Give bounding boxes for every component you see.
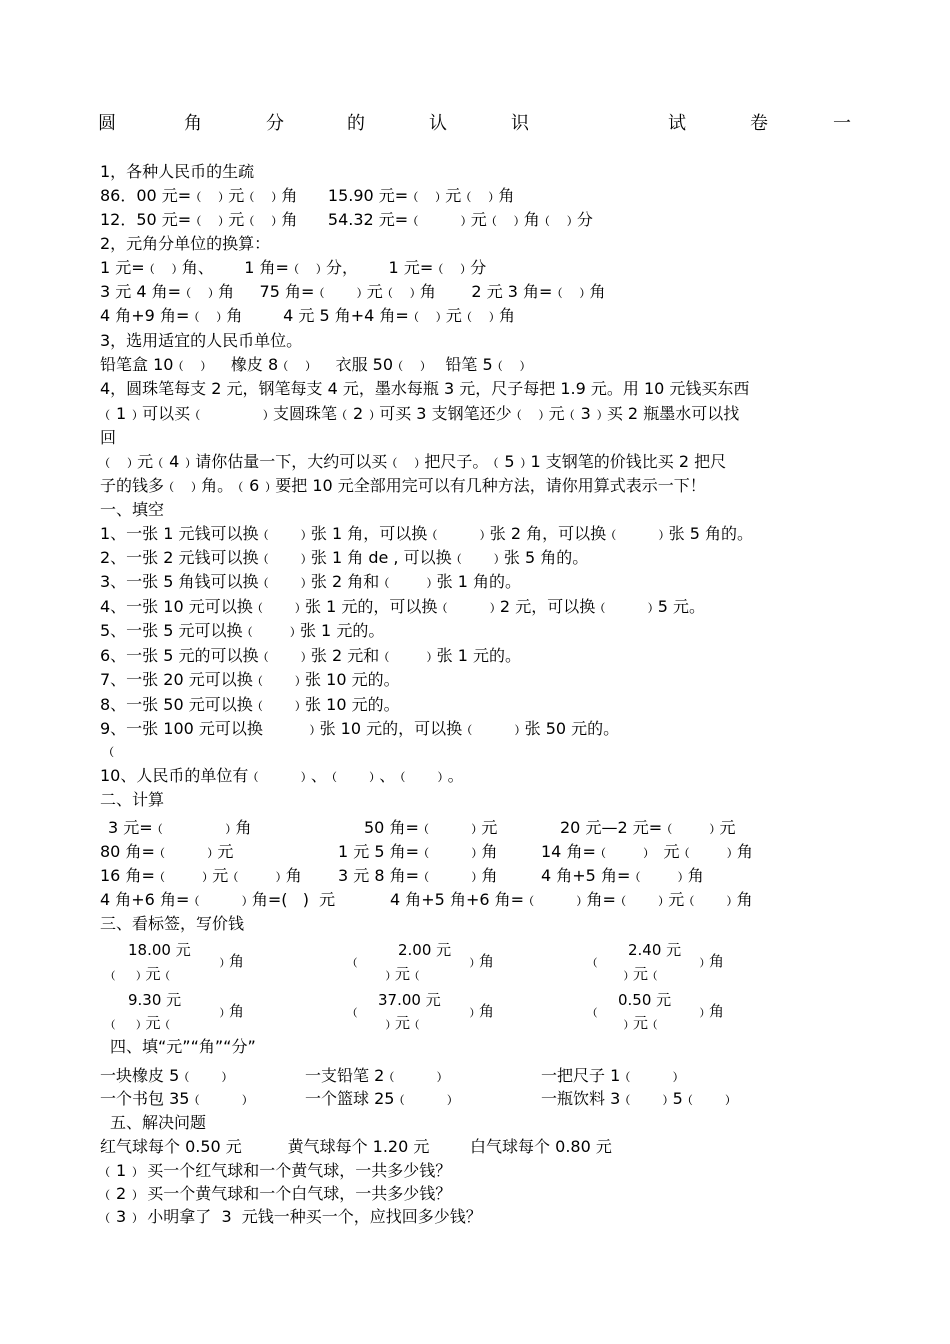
question-4-line: 回 (100, 428, 117, 447)
price-tag-value: 2.40 元 (628, 941, 682, 959)
unit-item: 一支铅笔 2﹙ ﹚ (305, 1066, 447, 1085)
question-3-heading: 3，选用适宜的人民币单位。 (100, 331, 303, 350)
price-tag-jiao: ﹚角 (694, 1002, 725, 1020)
fill-item: 3、一张 5 角钱可以换﹙ ﹚张 2 角和﹙ ﹚张 1 角的。 (100, 572, 522, 591)
price-tag-lparen: ﹙ (348, 952, 364, 970)
price-tag-yuan: ﹚元﹙ (618, 1014, 664, 1032)
question-2-line: 3 元 4 角=﹙ ﹚角 75 角=﹙ ﹚元﹙ ﹚角 2 元 3 角=﹙ ﹚角 (100, 282, 606, 301)
page-title (98, 113, 858, 137)
title-char: 圆 (98, 113, 116, 134)
title-char: 分 (266, 113, 284, 134)
price-tag-value: 0.50 元 (618, 991, 672, 1009)
title-char: 一 (833, 113, 851, 134)
question-1-heading: 1，各种人民币的生疏 (100, 162, 255, 181)
price-tag-value: 2.00 元 (398, 941, 452, 959)
title-char: 卷 (750, 113, 768, 134)
question-1-line: 12．50 元=﹙ ﹚元﹙ ﹚角 54.32 元=﹙ ﹚元﹙ ﹚角﹙ ﹚分 (100, 210, 593, 229)
price-tag-jiao: ﹚角 (694, 952, 725, 970)
price-tag-value: 18.00 元 (128, 941, 191, 959)
fill-item: 8、一张 50 元可以换﹙ ﹚张 10 元的。 (100, 695, 400, 714)
question-2-line: 4 角+9 角=﹙ ﹚角 4 元 5 角+4 角=﹙ ﹚元﹙ ﹚角 (100, 306, 515, 325)
price-tag-jiao: ﹚角 (464, 1002, 495, 1020)
calc-item: 16 角=﹙ ﹚元﹙ ﹚角 (100, 866, 302, 885)
fill-item: 5、一张 5 元可以换﹙ ﹚张 1 元的。 (100, 621, 385, 640)
unit-item: 一块橡皮 5﹙ ﹚ (100, 1066, 232, 1085)
price-tag-jiao: ﹚角 (214, 952, 245, 970)
unit-item: 一把尺子 1﹙ ﹚ (541, 1066, 683, 1085)
price-tag-value: 9.30 元 (128, 991, 182, 1009)
calc-item: 1 元 5 角=﹙ ﹚角 (338, 842, 498, 861)
price-tag-yuan: ﹚元﹙ (618, 965, 664, 983)
price-tag-lparen: ﹙ (588, 952, 604, 970)
fill-item: 7、一张 20 元可以换﹙ ﹚张 10 元的。 (100, 670, 400, 689)
question-4-line: ﹙1﹚可以买﹙ ﹚支圆珠笔﹙2﹚可买 3 支钢笔还少﹙ ﹚元﹙3﹚买 2 瓶墨水可以找 (100, 404, 740, 423)
question-4-line: ﹙ ﹚元﹙4﹚请你估量一下，大约可以买﹙ ﹚把尺子。﹙5﹚1 支钢笔的价钱比买 2 把尺 (100, 452, 727, 471)
section-tags-heading: 三、看标签，写价钱 (100, 914, 245, 933)
price-tag-value: 37.00 元 (378, 991, 441, 1009)
question-3-line: 铅笔盒 10﹙ ﹚ 橡皮 8﹙ ﹚ 衣服 50﹙ ﹚ 铅笔 5﹙ ﹚ (100, 355, 530, 374)
title-char: 角 (184, 113, 202, 134)
fill-item: 4、一张 10 元可以换﹙ ﹚张 1 元的，可以换﹙ ﹚2 元，可以换﹙ ﹚5 元。 (100, 597, 705, 616)
section-calc-heading: 二、计算 (100, 790, 165, 809)
fill-item-paren: ﹙ (104, 741, 121, 760)
title-char: 认 (429, 113, 447, 134)
price-tag-yuan: ﹙ ﹚元﹙ (106, 1014, 176, 1032)
problem-item: ﹙3﹚ 小明拿了 3 元钱一种买一个，应找回多少钱？ (100, 1207, 482, 1226)
calc-item: 80 角=﹙ ﹚元 (100, 842, 234, 861)
calc-item: 3 元=﹙ ﹚角 (108, 818, 252, 837)
fill-item: 1、一张 1 元钱可以换﹙ ﹚张 1 角，可以换﹙ ﹚张 2 角，可以换﹙ ﹚张 5 角的。 (100, 524, 753, 543)
calc-item: 14 角=﹙ ﹚ 元﹙ ﹚角 (541, 842, 753, 861)
question-4-line: 4，圆珠笔每支 2 元，钢笔每支 4 元，墨水每瓶 3 元，尺子每把 1.9 元。用 10 元钱买东西 (100, 379, 750, 398)
title-char: 的 (347, 113, 365, 134)
fill-item: 10、人民币的单位有﹙ ﹚、﹙ ﹚、﹙ ﹚。 (100, 766, 464, 785)
price-tag-yuan: ﹙ ﹚元﹙ (106, 965, 176, 983)
unit-item: 一个书包 35﹙ ﹚ (100, 1089, 252, 1108)
fill-item: 6、一张 5 元的可以换﹙ ﹚张 2 元和﹙ ﹚张 1 元的。 (100, 646, 522, 665)
calc-item: 50 角=﹙ ﹚元 (364, 818, 498, 837)
price-tag-lparen: ﹙ (348, 1002, 364, 1020)
unit-item: 一个篮球 25﹙ ﹚ (305, 1089, 457, 1108)
question-1-line: 86．00 元=﹙ ﹚元﹙ ﹚角 15.90 元=﹙ ﹚元﹙ ﹚角 (100, 186, 515, 205)
calc-item: 4 角+5 角=﹙ ﹚角 (541, 866, 704, 885)
calc-item: 3 元 8 角=﹙ ﹚角 (338, 866, 498, 885)
section-problems-heading: 五、解决问题 (110, 1113, 207, 1132)
price-tag-yuan: ﹚元﹙ (380, 965, 426, 983)
unit-item: 一瓶饮料 3﹙ ﹚5﹙ ﹚ (541, 1089, 736, 1108)
price-tag-jiao: ﹚角 (214, 1002, 245, 1020)
price-tag-yuan: ﹚元﹙ (380, 1014, 426, 1032)
section-fill-heading: 一、填空 (100, 500, 165, 519)
question-2-heading: 2，元角分单位的换算： (100, 234, 271, 253)
calc-item: 20 元—2 元=﹙ ﹚元 (560, 818, 736, 837)
price-tag-jiao: ﹚角 (464, 952, 495, 970)
price-tag-lparen: ﹙ (588, 1002, 604, 1020)
calc-item: 4 角+5 角+6 角=﹙ ﹚角=﹙ ﹚元﹙ ﹚角 (390, 890, 753, 909)
balloon-prices: 红气球每个 0.50 元 黄气球每个 1.20 元 白气球每个 0.80 元 (100, 1137, 612, 1156)
title-char: 识 (511, 113, 529, 134)
fill-item: 9、一张 100 元可以换 ﹚张 10 元的，可以换﹙ ﹚张 50 元的。 (100, 719, 620, 738)
title-char: 试 (668, 113, 686, 134)
section-units-heading: 四、填“元”“角”“分” (110, 1037, 256, 1056)
question-4-line: 子的钱多﹙ ﹚角。﹙6﹚要把 10 元全部用完可以有几种方法，请你用算式表示一下！ (100, 476, 706, 495)
problem-item: ﹙2﹚ 买一个黄气球和一个白气球，一共多少钱？ (100, 1184, 452, 1203)
question-2-line: 1 元=﹙ ﹚角、 1 角=﹙ ﹚分， 1 元=﹙ ﹚分 (100, 258, 487, 277)
problem-item: ﹙1﹚ 买一个红气球和一个黄气球，一共多少钱？ (100, 1161, 452, 1180)
fill-item: 2、一张 2 元钱可以换﹙ ﹚张 1 角 de , 可以换﹙ ﹚张 5 角的。 (100, 548, 589, 567)
calc-item: 4 角+6 角=﹙ ﹚角=( ) 元 (100, 890, 336, 909)
